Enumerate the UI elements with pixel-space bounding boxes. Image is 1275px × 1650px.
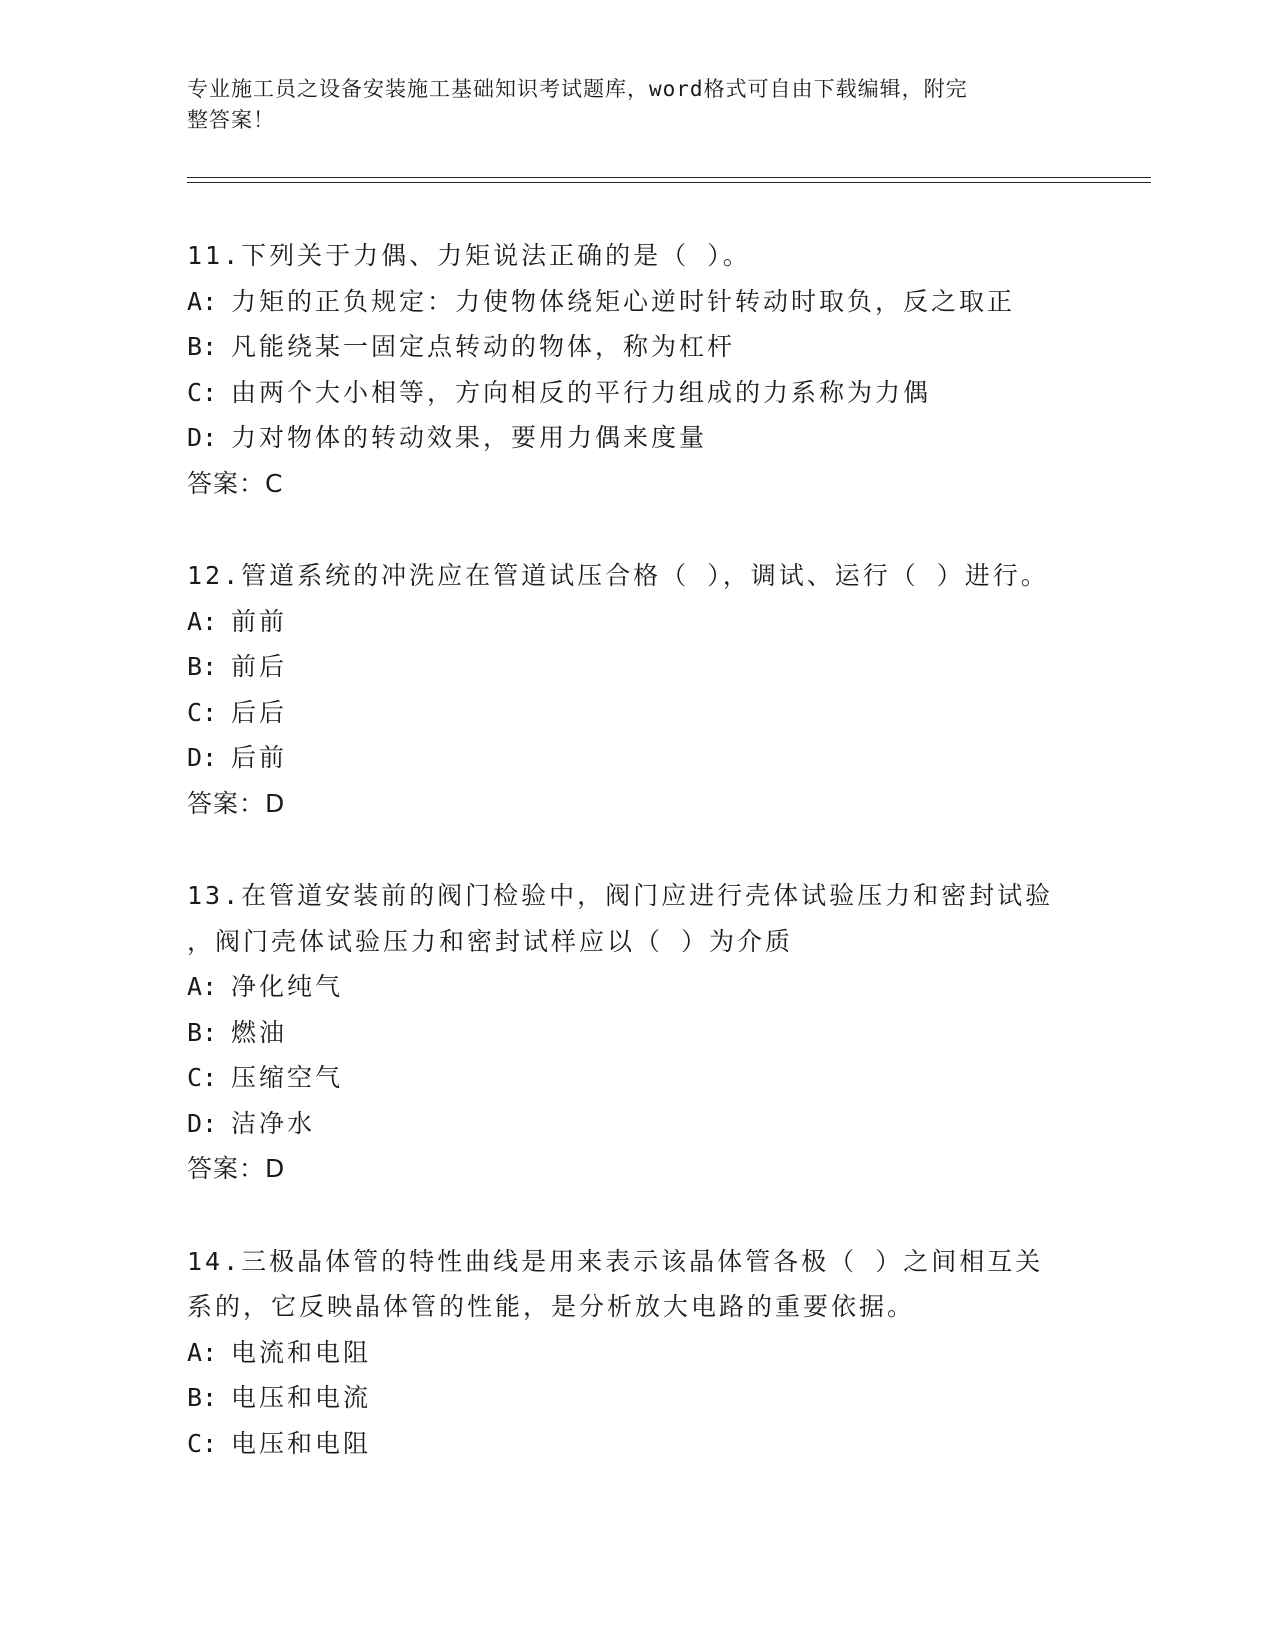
option-text: 力矩的正负规定：力使物体绕矩心逆时针转动时取负，反之取正 — [231, 286, 1016, 316]
option-text: 前前 — [231, 606, 288, 636]
option-d — [187, 1101, 1087, 1147]
answer: 答案：C — [187, 468, 284, 498]
option-b — [187, 1375, 1087, 1421]
option-b — [187, 644, 1087, 690]
question-stem: 12.管道系统的冲洗应在管道试压合格（ ），调试、运行（ ）进行。 — [187, 561, 1049, 590]
option-label: A: — [187, 286, 218, 316]
option-text: 前后 — [231, 652, 288, 681]
option-label: A: — [187, 1337, 218, 1367]
option-text: 电流和电阻 — [231, 1337, 372, 1367]
option-a — [187, 279, 1087, 325]
option-label: B: — [187, 1017, 218, 1047]
option-text: 燃油 — [231, 1017, 288, 1047]
question-13 — [187, 873, 1087, 1239]
option-c — [187, 370, 1087, 416]
option-text: 后前 — [231, 743, 288, 772]
option-a — [187, 599, 1087, 645]
document-header — [187, 74, 1067, 136]
option-d — [187, 735, 1087, 781]
option-c — [187, 1055, 1087, 1101]
header-divider-top — [187, 177, 1151, 178]
answer: 答案：D — [187, 1154, 286, 1183]
option-label: C: — [187, 697, 218, 727]
option-c — [187, 690, 1087, 736]
option-text: 压缩空气 — [231, 1063, 344, 1092]
option-d — [187, 415, 1087, 461]
question-list — [187, 233, 1087, 1466]
option-label: C: — [187, 377, 218, 407]
option-b — [187, 324, 1087, 370]
option-label: D: — [187, 1108, 218, 1138]
question-stem: 11.下列关于力偶、力矩说法正确的是（ ）。 — [187, 241, 751, 270]
header-divider-bottom — [187, 182, 1151, 183]
question-stem-line-1: 13.在管道安装前的阀门检验中，阀门应进行壳体试验压力和密封试验 — [187, 881, 1054, 910]
question-stem-line-2: ，阀门壳体试验压力和密封试样应以（ ）为介质 — [187, 926, 794, 956]
option-label: B: — [187, 332, 218, 361]
option-text: 凡能绕某一固定点转动的物体，称为杠杆 — [231, 332, 736, 361]
option-label: B: — [187, 1383, 218, 1412]
question-stem-line-2: 系的，它反映晶体管的性能，是分析放大电路的重要依据。 — [187, 1292, 916, 1321]
header-line-2: 整答案！ — [187, 108, 275, 132]
option-label: D: — [187, 743, 218, 772]
question-12 — [187, 553, 1087, 873]
option-label: D: — [187, 423, 218, 452]
option-text: 洁净水 — [231, 1108, 316, 1138]
header-line-1: 专业施工员之设备安装施工基础知识考试题库，word格式可自由下载编辑，附完 — [187, 77, 968, 101]
option-c — [187, 1421, 1087, 1467]
question-stem-line-1: 14.三极晶体管的特性曲线是用来表示该晶体管各极（ ）之间相互关 — [187, 1246, 1044, 1276]
option-a — [187, 1330, 1087, 1376]
option-text: 电压和电阻 — [231, 1428, 372, 1458]
option-text: 净化纯气 — [231, 972, 344, 1001]
option-label: C: — [187, 1063, 218, 1092]
option-b — [187, 1010, 1087, 1056]
option-label: A: — [187, 972, 218, 1001]
option-text: 电压和电流 — [231, 1383, 372, 1412]
option-text: 力对物体的转动效果，要用力偶来度量 — [231, 423, 708, 452]
answer: 答案：D — [187, 788, 286, 818]
question-11 — [187, 233, 1087, 553]
option-a — [187, 964, 1087, 1010]
question-14 — [187, 1239, 1087, 1467]
option-text: 由两个大小相等，方向相反的平行力组成的力系称为力偶 — [231, 377, 932, 407]
option-label: B: — [187, 652, 218, 681]
option-label: C: — [187, 1428, 218, 1458]
option-label: A: — [187, 606, 218, 636]
option-text: 后后 — [231, 697, 288, 727]
